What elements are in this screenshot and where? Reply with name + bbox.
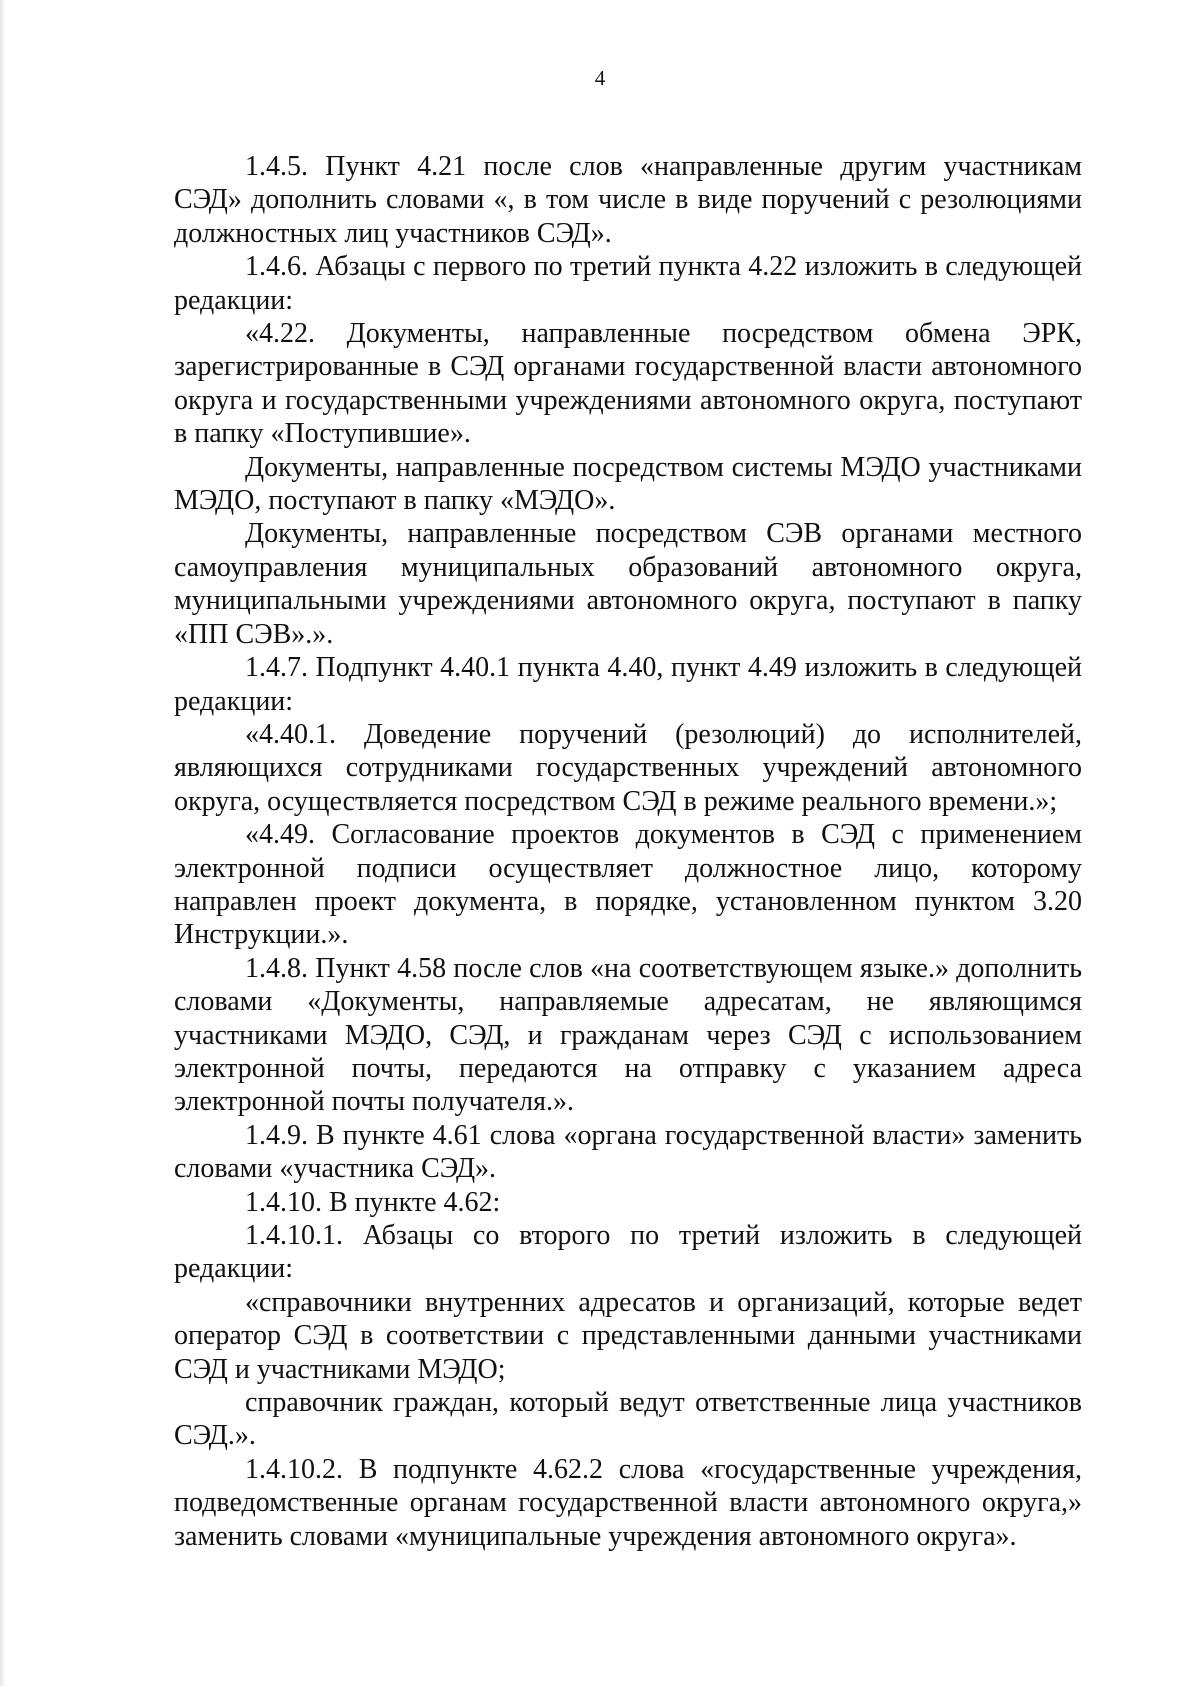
paragraph-1-4-7: 1.4.7. Подпункт 4.40.1 пункта 4.40, пункт 4.49 изложить в следующей редакции:: [174, 652, 1082, 717]
paragraph-1-4-10-2: 1.4.10.2. В подпункте 4.62.2 слова «государственные учреждения, подведомственные органам государственной власти автономного округа,» заменить словами «муниципальные учреждения автономного округа».: [174, 1453, 1082, 1552]
paragraph-1-4-5: 1.4.5. Пункт 4.21 после слов «направленные другим участникам СЭД» дополнить словами «, в том числе в виде поручений с резолюциями должностных лиц участников СЭД».: [174, 151, 1082, 249]
paragraph-1-4-8: 1.4.8. Пункт 4.58 после слов «на соответствующем языке.» дополнить словами «Документы, направляемые адресатам, не являющимся участниками МЭДО, СЭД, и гражданам через СЭД с использованием электронной почты, передаются на отправку с указанием адреса электронной почты получателя.».: [174, 952, 1082, 1118]
paragraph-reference-citizens: справочник граждан, который ведут ответственные лица участников СЭД.».: [174, 1387, 1082, 1452]
paragraph-1-4-10-1: 1.4.10.1. Абзацы со второго по третий изложить в следующей редакции:: [174, 1220, 1082, 1285]
paragraph-1-4-10: 1.4.10. В пункте 4.62:: [245, 1186, 501, 1218]
paragraph-medo: Документы, направленные посредством системы МЭДО участниками МЭДО, поступают в папку «МЭДО».: [174, 451, 1082, 517]
page-number: 4: [594, 66, 606, 90]
paragraph-1-4-6: 1.4.6. Абзацы с первого по третий пункта 4.22 изложить в следующей редакции:: [174, 251, 1082, 316]
paragraph-reference-addressees: «справочники внутренних адресатов и организаций, которые ведет оператор СЭД в соответствии с представленными данными участниками СЭД и участниками МЭДО;: [174, 1286, 1082, 1385]
paragraph-sev: Документы, направленные посредством СЭВ органами местного самоуправления муниципальных образований автономного округа, муниципальными учреждениями автономного округа, поступают в папку «ПП СЭВ».».: [174, 518, 1082, 650]
paragraph-4-49: «4.49. Согласование проектов документов в СЭД с применением электронной подписи осуществляет должностное лицо, которому направлен проект документа, в порядке, установленном пунктом 3.20 Инструкции.».: [174, 819, 1082, 951]
document-body: [174, 150, 1082, 1553]
paragraph-4-22: «4.22. Документы, направленные посредством обмена ЭРК, зарегистрированные в СЭД органами государственной власти автономного округа и государственными учреждениями автономного округа, поступают в папку «Поступившие».: [174, 318, 1082, 450]
scan-edge: [0, 0, 6, 1686]
paragraph-1-4-9: 1.4.9. В пункте 4.61 слова «органа государственной власти» заменить словами «участника СЭД».: [174, 1119, 1082, 1185]
paragraph-4-40-1: «4.40.1. Доведение поручений (резолюций) до исполнителей, являющихся сотрудниками государственных учреждений автономного округа, осуществляется посредством СЭД в режиме реального времени.»;: [174, 718, 1082, 817]
